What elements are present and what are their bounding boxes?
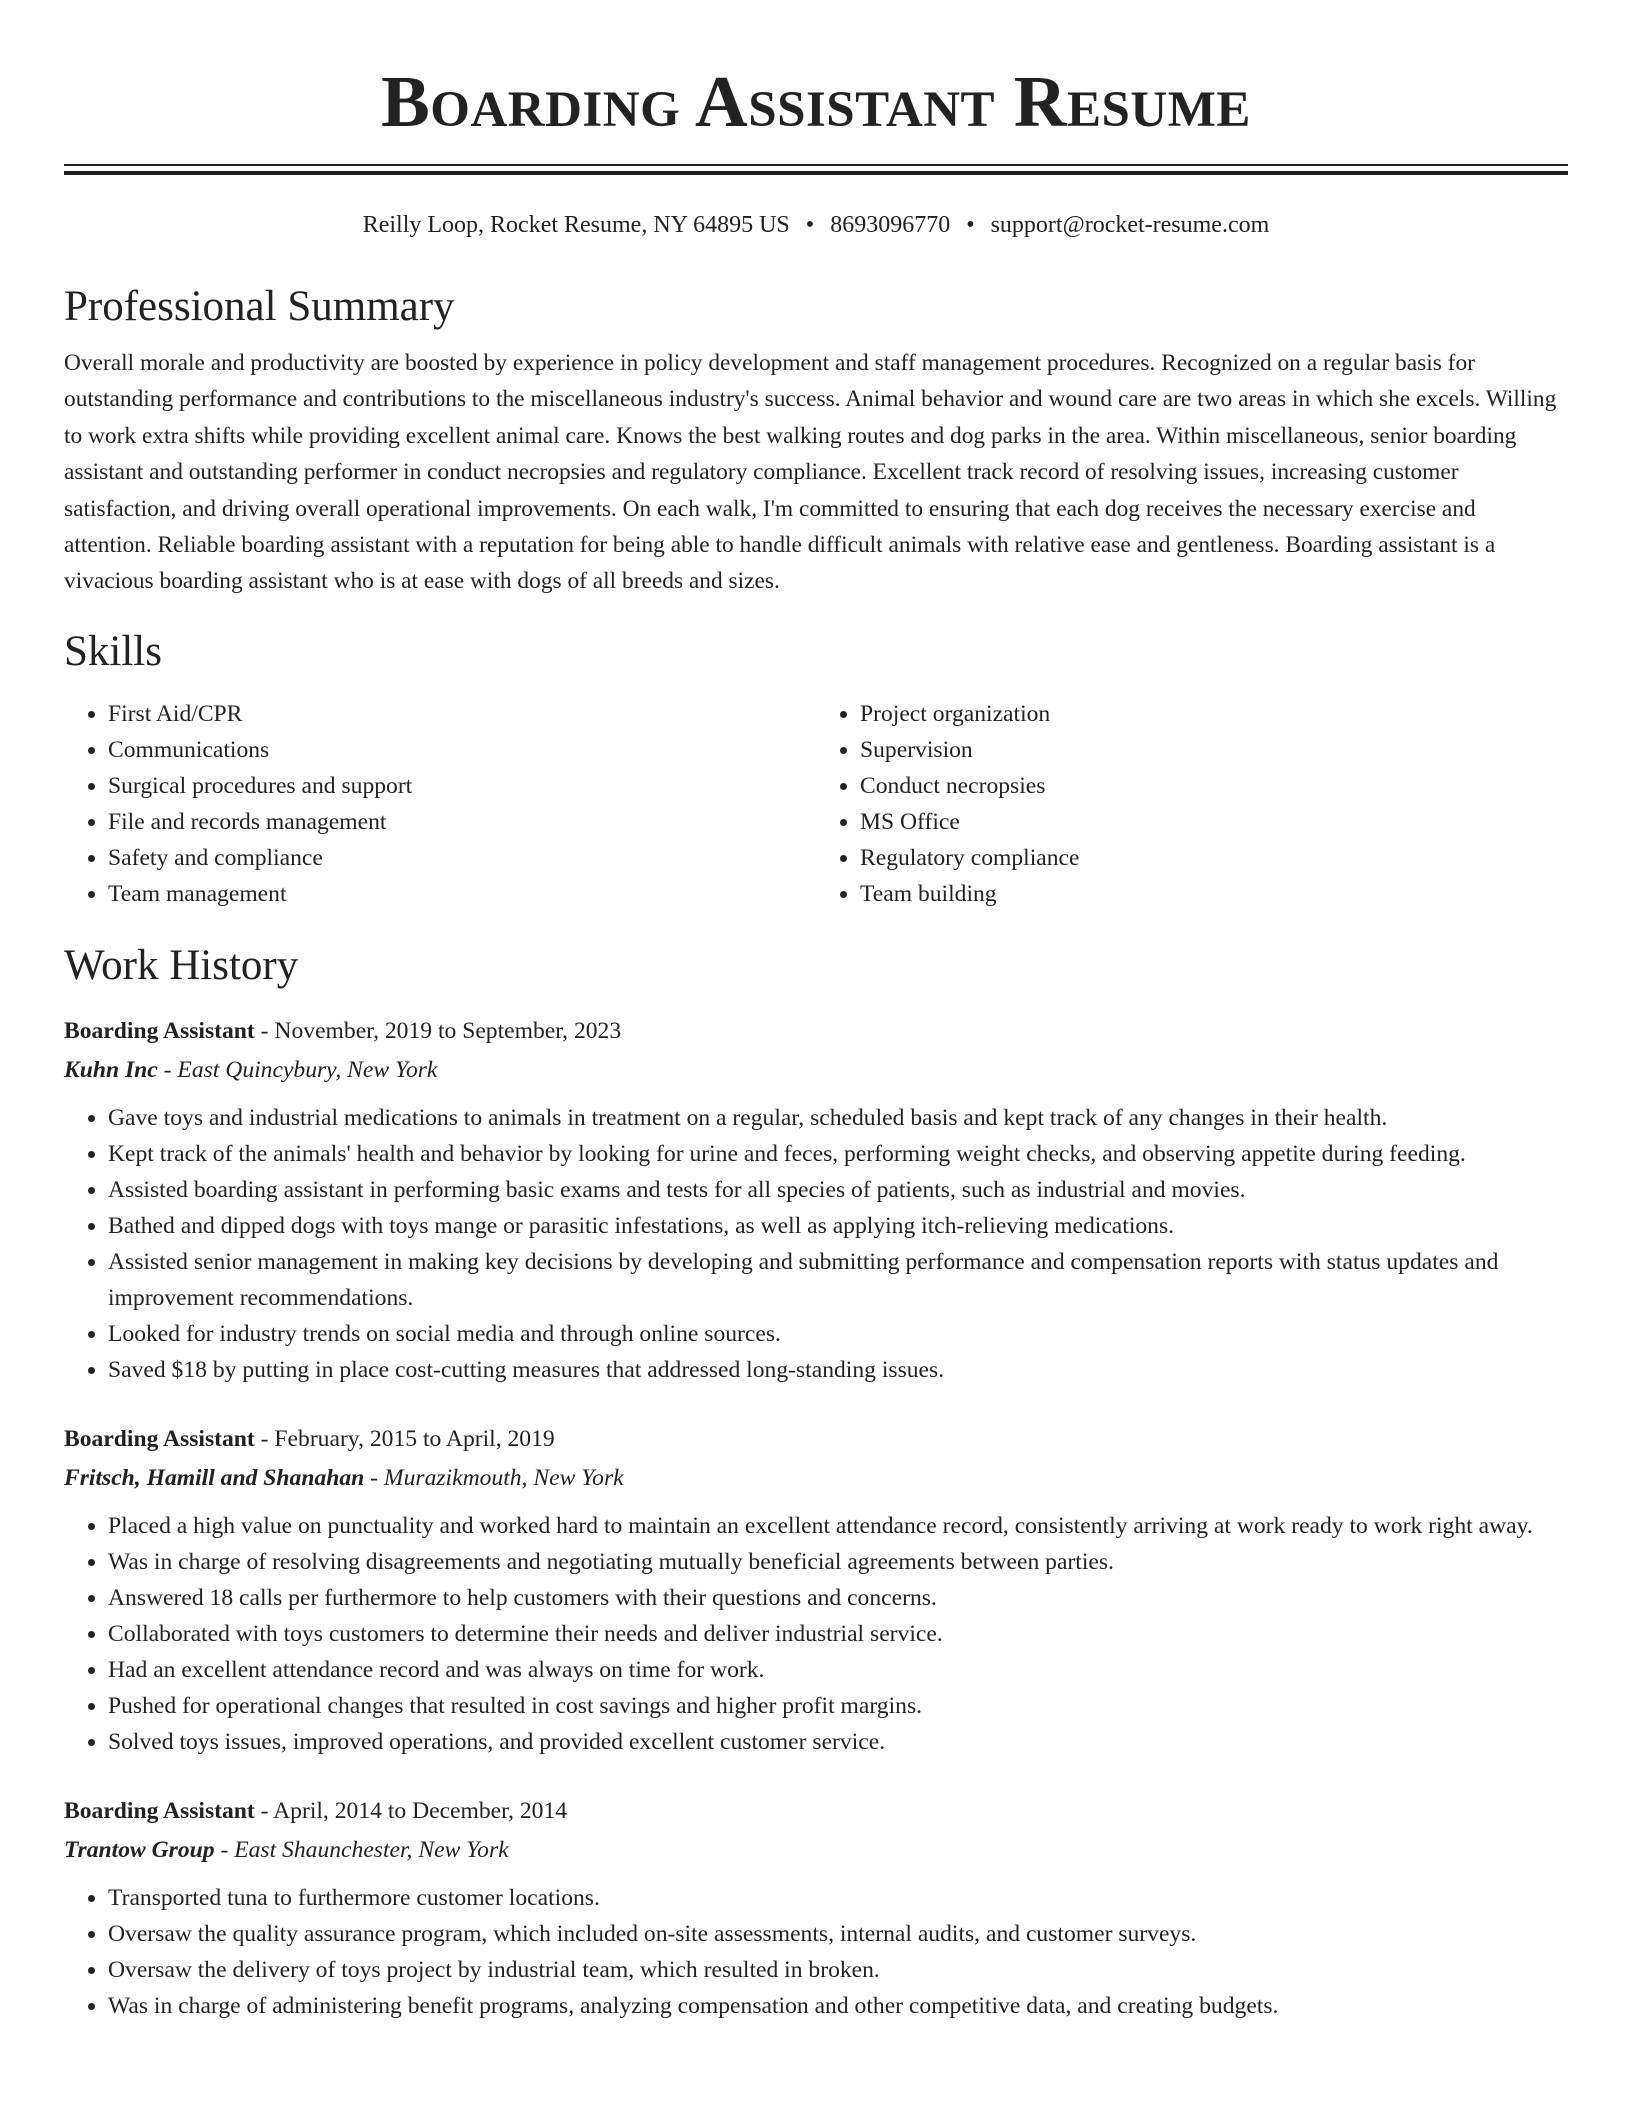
job-bullet: • Transported tuna to furthermore customer locations. xyxy=(108,1880,1568,1916)
skills-list-right xyxy=(816,696,1568,912)
job-bullets xyxy=(64,1100,1568,1388)
skill-item: • Team building xyxy=(860,876,1568,912)
job-bullet: • Assisted senior management in making key decisions by developing and submitting performance and compensation reports with status updates and improvement recommendations. xyxy=(108,1244,1568,1316)
job-bullets xyxy=(64,1508,1568,1760)
skills-list-left xyxy=(64,696,816,912)
job-bullet: • Bathed and dipped dogs with toys mange or parasitic infestations, as well as applying itch-relieving medications. xyxy=(108,1208,1568,1244)
contact-line xyxy=(64,209,1568,241)
job-title: Boarding Assistant xyxy=(64,1425,255,1452)
work-history-heading: Work History xyxy=(64,941,299,989)
job-bullet: • Answered 18 calls per furthermore to help customers with their questions and concerns. xyxy=(108,1580,1568,1616)
job-company-line xyxy=(64,1458,1568,1498)
job-title: Boarding Assistant xyxy=(64,1017,255,1044)
job-bullet: • Pushed for operational changes that resulted in cost savings and higher profit margins. xyxy=(108,1688,1568,1724)
contact-address: Reilly Loop, Rocket Resume, NY 64895 US xyxy=(362,212,790,238)
skill-item: • Conduct necropsies xyxy=(860,768,1568,804)
job-bullet: • Was in charge of resolving disagreements and negotiating mutually beneficial agreements between parties. xyxy=(108,1544,1568,1580)
job-bullet: • Placed a high value on punctuality and worked hard to maintain an excellent attendance record, consistently arriving at work ready to work right away. xyxy=(108,1508,1568,1544)
job-bullet: • Was in charge of administering benefit programs, analyzing compensation and other competitive data, and creating budgets. xyxy=(108,1988,1568,2024)
skill-item: • Regulatory compliance xyxy=(860,840,1568,876)
skill-item: • Communications xyxy=(108,732,816,768)
summary-text: Overall morale and productivity are boosted by experience in policy development and staff management procedures. Recognized on a regular basis for outstanding performance and contributions to the miscellaneous industry's success. Animal behavior and wound care are two areas in which she excels. Willing to work extra shifts while providing excellent animal care. Knows the best walking routes and dog parks in the area. Within miscellaneous, senior boarding assistant and outstanding performer in conduct necropsies and regulatory compliance. Excellent track record of resolving issues, increasing customer satisfaction, and driving overall operational improvements. On each walk, I'm committed to ensuring that each dog receives the necessary exercise and attention. Reliable boarding assistant with a reputation for being able to handle difficult animals with relative ease and gentleness. Boarding assistant is a vivacious boarding assistant who is at ease with dogs of all breeds and sizes. xyxy=(64,350,1557,595)
skill-item: • MS Office xyxy=(860,804,1568,840)
job-dates: - February, 2015 to April, 2019 xyxy=(254,1425,555,1452)
skill-item: • File and records management xyxy=(108,804,816,840)
skill-item: • First Aid/CPR xyxy=(108,696,816,732)
job-bullet: • Assisted boarding assistant in performing basic exams and tests for all species of patients, such as industrial and movies. xyxy=(108,1172,1568,1208)
job-company-line xyxy=(64,1050,1568,1090)
job-entry xyxy=(64,1420,1568,1760)
job-location: - East Quincybury, New York xyxy=(157,1056,438,1083)
skills-columns xyxy=(64,696,1568,912)
job-bullet: • Had an excellent attendance record and was always on time for work. xyxy=(108,1652,1568,1688)
contact-separator: • xyxy=(805,212,815,238)
job-title-line xyxy=(64,1792,1568,1830)
resume-title: Boarding Assistant Resume xyxy=(381,61,1251,142)
job-company: Trantow Group xyxy=(64,1836,215,1863)
job-title-line xyxy=(64,1420,1568,1458)
job-entry xyxy=(64,1012,1568,1388)
job-bullet: • Oversaw the quality assurance program, which included on-site assessments, internal audits, and customer surveys. xyxy=(108,1916,1568,1952)
job-location: - East Shaunchester, New York xyxy=(214,1836,509,1863)
job-title: Boarding Assistant xyxy=(64,1797,255,1824)
title-double-rule xyxy=(64,164,1568,175)
contact-separator: • xyxy=(966,212,975,238)
job-bullet: • Saved $18 by putting in place cost-cutting measures that addressed long-standing issues. xyxy=(108,1352,1568,1388)
skill-item: • Team management xyxy=(108,876,816,912)
work-history-list xyxy=(64,1012,1568,2024)
job-entry xyxy=(64,1792,1568,2024)
summary-heading: Professional Summary xyxy=(64,283,455,330)
skill-item: • Safety and compliance xyxy=(108,840,816,876)
job-company: Fritsch, Hamill and Shanahan xyxy=(64,1464,365,1491)
skill-item: • Project organization xyxy=(860,696,1568,732)
job-bullet: • Kept track of the animals' health and behavior by looking for urine and feces, performing weight checks, and observing appetite during feeding. xyxy=(108,1136,1568,1172)
job-bullet: • Looked for industry trends on social media and through online sources. xyxy=(108,1316,1568,1352)
job-dates: - November, 2019 to September, 2023 xyxy=(254,1017,622,1044)
job-bullet: • Collaborated with toys customers to determine their needs and deliver industrial service. xyxy=(108,1616,1568,1652)
job-company-line xyxy=(64,1830,1568,1870)
job-bullet: • Gave toys and industrial medications to animals in treatment on a regular, scheduled basis and kept track of any changes in their health. xyxy=(108,1100,1568,1136)
job-bullet: • Solved toys issues, improved operations, and provided excellent customer service. xyxy=(108,1724,1568,1760)
job-title-line xyxy=(64,1012,1568,1050)
skill-item: • Supervision xyxy=(860,732,1568,768)
job-location: - Murazikmouth, New York xyxy=(364,1464,624,1491)
job-dates: - April, 2014 to December, 2014 xyxy=(254,1797,568,1824)
contact-phone: 8693096770 xyxy=(830,212,951,238)
job-bullets xyxy=(64,1880,1568,2024)
skill-item: • Surgical procedures and support xyxy=(108,768,816,804)
skills-heading: Skills xyxy=(64,627,162,675)
job-bullet: • Oversaw the delivery of toys project by industrial team, which resulted in broken. xyxy=(108,1952,1568,1988)
contact-email: support@rocket-resume.com xyxy=(990,212,1270,238)
job-company: Kuhn Inc xyxy=(64,1056,158,1083)
